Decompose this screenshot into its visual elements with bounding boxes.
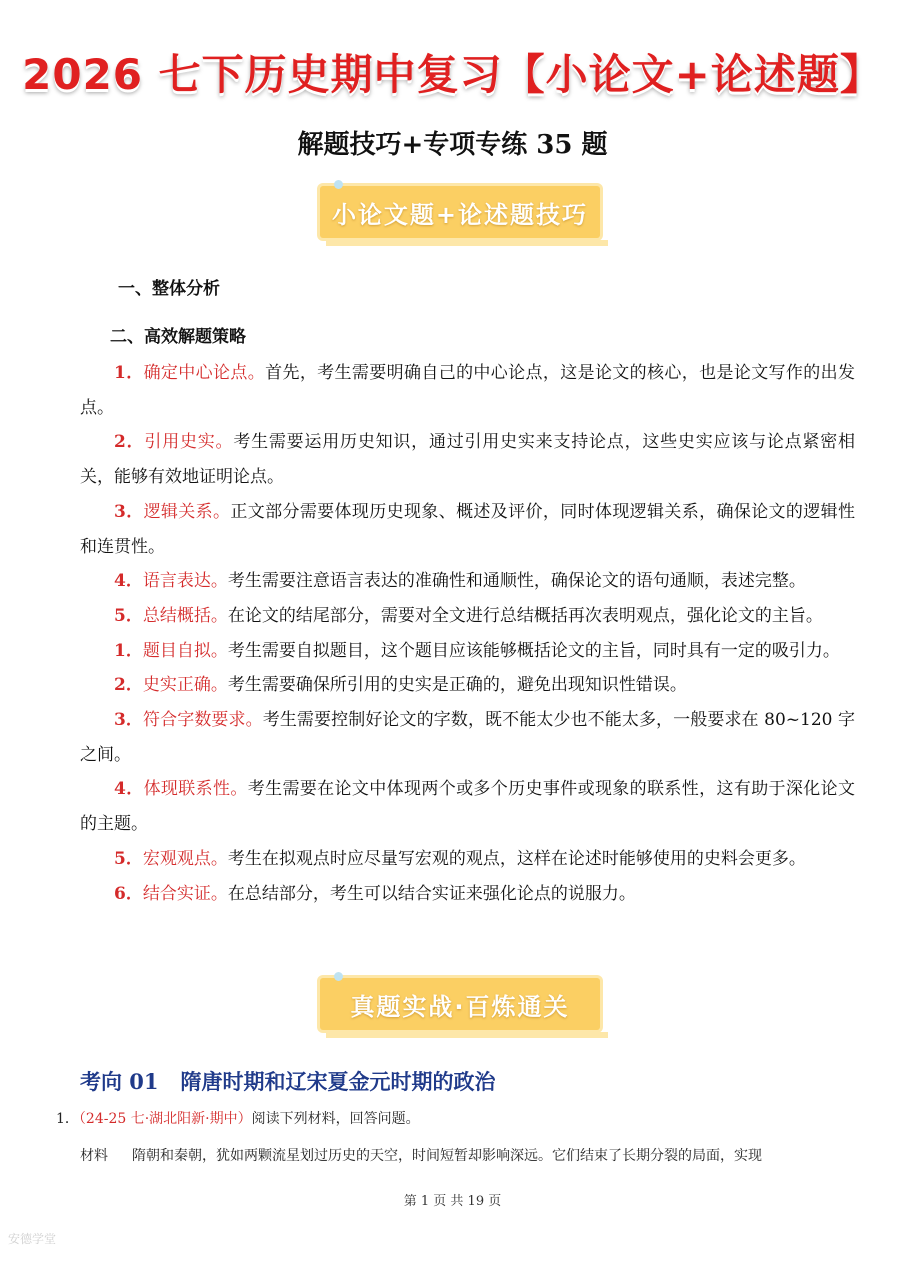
subtitle: 解题技巧+专项专练 35 题 — [297, 130, 608, 160]
banner-dot-decoration — [334, 972, 343, 981]
strategy-item-keyword: 确定中心论点。 — [143, 363, 266, 383]
strategy-item-number: 6． — [114, 883, 143, 904]
strategy-item-number: 3． — [114, 501, 144, 522]
material-passage — [80, 1145, 870, 1165]
strategy-item — [80, 425, 855, 494]
strategy-item-keyword: 语言表达。 — [142, 571, 228, 592]
strategy-item-number: 2． — [114, 432, 145, 453]
strategy-item-text: 考生需要在论文中体现两个或多个历史事件或现象的联系性，这有助于深化论文的主题。 — [80, 779, 856, 835]
strategy-item — [80, 877, 855, 912]
strategy-item-text: 正文部分需要体现历史现象、概述及评价，同时体现逻辑关系，确保论文的逻辑性和连贯性。 — [80, 501, 856, 557]
strategy-item-number: 3． — [114, 710, 144, 731]
strategy-item — [80, 668, 855, 703]
question-source: （24-25 七·湖北阳新·期中） — [78, 1111, 252, 1127]
strategy-item-keyword: 逻辑关系。 — [143, 501, 231, 522]
banner-dot-decoration — [334, 180, 343, 189]
strategy-item-text: 首先，考生需要明确自己的中心论点，这是论文的核心，也是论文写作的出发点。 — [80, 363, 856, 418]
strategy-item-text: 考生需要注意语言表达的准确性和通顺性，确保论文的语句通顺，表述完整。 — [227, 571, 806, 592]
strategy-item-keyword: 结合实证。 — [142, 883, 228, 904]
strategy-item — [80, 703, 855, 772]
heading-strategies: 二、高效解题策略 — [110, 327, 246, 347]
banner-shadow-decoration — [326, 240, 608, 246]
question-text: 阅读下列材料，回答问题。 — [251, 1111, 420, 1127]
strategy-item-keyword: 史实正确。 — [142, 675, 228, 696]
strategy-item — [80, 356, 855, 425]
tips-banner — [320, 186, 600, 238]
strategy-item-number: 4． — [114, 779, 144, 800]
strategy-item-number: 4． — [114, 571, 143, 592]
section-code: 考向 01 — [80, 1069, 159, 1094]
watermark: 安德学堂 — [8, 1232, 57, 1246]
banner-shadow-decoration — [326, 1032, 608, 1038]
strategy-item-number: 5． — [114, 848, 143, 869]
strategy-item-text: 考生需要确保所引用的史实是正确的，避免出现知识性错误。 — [227, 675, 687, 696]
strategy-item-number: 1． — [114, 640, 143, 661]
strategy-item-number: 2． — [114, 675, 143, 696]
heading-overall-analysis: 一、整体分析 — [118, 279, 220, 299]
strategy-item-keyword: 引用史实。 — [144, 432, 234, 453]
strategy-item-keyword: 宏观观点。 — [142, 848, 228, 869]
strategy-item — [80, 495, 855, 564]
strategy-list — [80, 356, 855, 911]
strategy-item-keyword: 符合字数要求。 — [143, 710, 263, 731]
strategy-item-text: 在论文的结尾部分，需要对全文进行总结概括再次表明观点，强化论文的主旨。 — [227, 605, 823, 626]
strategy-item-number: 1． — [114, 363, 144, 383]
practice-banner-label: 真题实战·百炼通关 — [350, 992, 570, 1021]
question-number: 1． — [56, 1111, 79, 1127]
question-1 — [56, 1108, 420, 1128]
tips-banner-label: 小论文题+论述题技巧 — [331, 200, 589, 229]
section-title-text: 隋唐时期和辽宋夏金元时期的政治 — [180, 1069, 496, 1094]
strategy-item-text: 考生需要运用历史知识，通过引用史实来支持论点，这些史实应该与论点紧密相关，能够有效地证明论点。 — [80, 432, 855, 488]
strategy-item — [80, 842, 855, 877]
strategy-item-text: 考生在拟观点时应尽量写宏观的观点，这样在论述时能够使用的史料会更多。 — [227, 848, 806, 869]
strategy-item-keyword: 体现联系性。 — [143, 779, 248, 800]
strategy-item-keyword: 总结概括。 — [142, 605, 228, 626]
strategy-item-keyword: 题目自拟。 — [142, 640, 228, 661]
strategy-item-text: 考生需要控制好论文的字数，既不能太少也不能太多，一般要求在 80~120 字之间。 — [80, 710, 855, 765]
strategy-item — [80, 599, 855, 634]
strategy-item — [80, 634, 855, 669]
strategy-item — [80, 772, 855, 841]
strategy-item-text: 在总结部分，考生可以结合实证来强化论点的说服力。 — [227, 883, 636, 904]
practice-banner — [320, 978, 600, 1030]
material-label: 材料 — [80, 1148, 108, 1164]
section-heading — [80, 1066, 496, 1096]
strategy-item-number: 5． — [114, 605, 143, 626]
page-footer: 第 1 页 共 19 页 — [403, 1194, 502, 1209]
page-title: 2026 七下历史期中复习【小论文+论述题】 — [22, 50, 883, 99]
strategy-item — [80, 564, 855, 599]
material-text: 隋朝和秦朝，犹如两颗流星划过历史的天空，时间短暂却影响深远。它们结束了长期分裂的局面，实现 — [132, 1148, 762, 1164]
strategy-item-text: 考生需要自拟题目，这个题目应该能够概括论文的主旨，同时具有一定的吸引力。 — [227, 640, 840, 661]
